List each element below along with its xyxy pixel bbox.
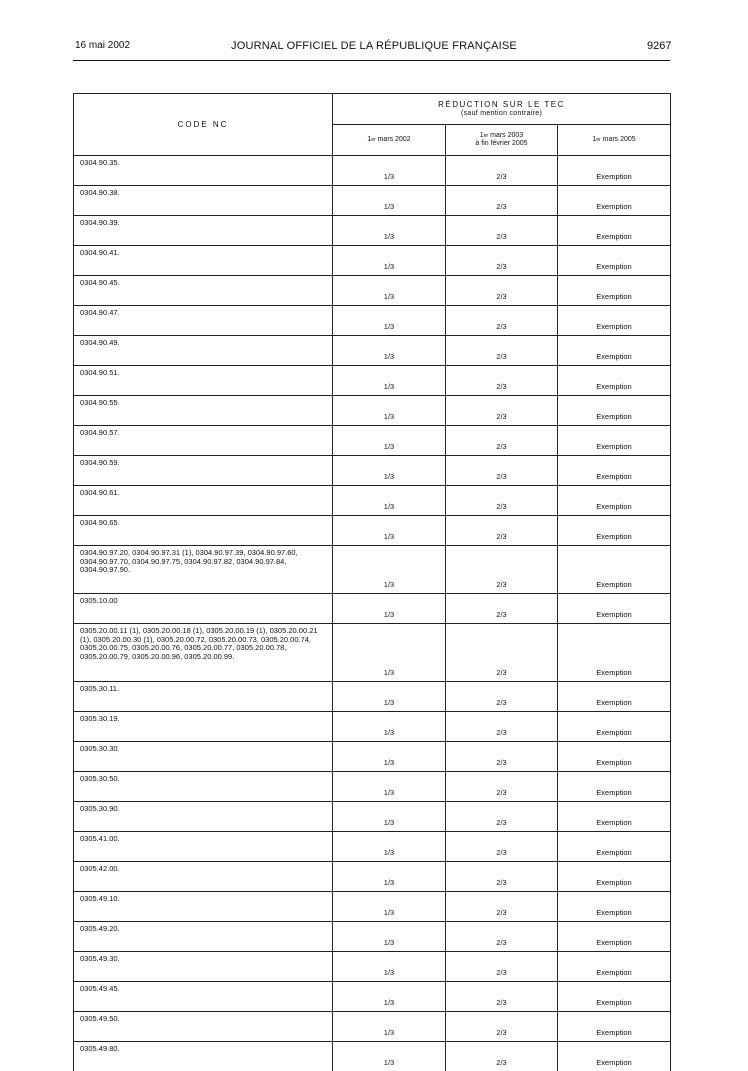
reduction-2002-cell: 1/3 [333, 546, 446, 594]
reduction-2002-cell: 1/3 [333, 832, 446, 862]
reduction-2003-cell: 2/3 [446, 186, 558, 216]
date-col-month: mars 2003 [488, 132, 523, 139]
nc-code-cell: 0305.10.00 [74, 594, 333, 624]
reduction-2002-cell: 1/3 [333, 952, 446, 982]
table-row [74, 186, 671, 216]
table-row [74, 546, 671, 594]
reduction-2005-cell: Exemption [558, 426, 671, 456]
nc-code-cell: 0304.90.39. [74, 216, 333, 246]
reduction-2005-cell: Exemption [558, 336, 671, 366]
table-row [74, 682, 671, 712]
table-body [74, 156, 671, 1071]
nc-code-cell: 0304.90.35. [74, 156, 333, 186]
reduction-2002-cell: 1/3 [333, 802, 446, 832]
table-row [74, 366, 671, 396]
reduction-2003-cell: 2/3 [446, 156, 558, 186]
reduction-2002-cell: 1/3 [333, 396, 446, 426]
table-row [74, 396, 671, 426]
reduction-2003-cell: 2/3 [446, 1012, 558, 1042]
reduction-2003-cell: 2/3 [446, 922, 558, 952]
table-row [74, 802, 671, 832]
reduction-2003-cell: 2/3 [446, 862, 558, 892]
reduction-subtitle: (sauf mention contraire) [333, 109, 670, 118]
nc-code-cell: 0304.90.55. [74, 396, 333, 426]
nc-code-cell: 0304.90.51. [74, 366, 333, 396]
reduction-2005-cell: Exemption [558, 546, 671, 594]
nc-code-cell: 0305.30.30. [74, 742, 333, 772]
reduction-2002-cell: 1/3 [333, 982, 446, 1012]
reduction-header [333, 94, 671, 125]
reduction-2003-cell: 2/3 [446, 742, 558, 772]
reduction-2003-cell: 2/3 [446, 952, 558, 982]
page-number: 9267 [647, 40, 671, 52]
table-row [74, 952, 671, 982]
reduction-2003-cell: 2/3 [446, 682, 558, 712]
table-row [74, 594, 671, 624]
reduction-2003-cell: 2/3 [446, 366, 558, 396]
reduction-2003-cell: 2/3 [446, 396, 558, 426]
nc-code-cell: 0305.20.00.11 (1), 0305.20.00.18 (1), 0305.20.00.19 (1), 0305.20.00.21 (1), 0305.20.00.30 (1), 0305.20.00.72, 0305.20.00.73, 0305.20.00.74, 0305.20.00.75, 0305.20.00.76, 0305.20.00.77, 0305.20.00.78, 0305.20.00.79, 0305.20.00.96, 0305.20.00.99. [74, 624, 333, 682]
tariff-table [73, 93, 671, 1071]
reduction-2005-cell: Exemption [558, 624, 671, 682]
nc-code-cell: 0304.90.59. [74, 456, 333, 486]
table-row [74, 216, 671, 246]
reduction-2005-cell: Exemption [558, 246, 671, 276]
table-row [74, 982, 671, 1012]
reduction-2005-cell: Exemption [558, 1042, 671, 1071]
nc-code-cell: 0304.90.49. [74, 336, 333, 366]
date-col-range: à fin février 2005 [475, 140, 527, 147]
table-row [74, 156, 671, 186]
reduction-2003-cell: 2/3 [446, 1042, 558, 1071]
reduction-2003-cell: 2/3 [446, 516, 558, 546]
date-col-day: 1 [592, 136, 596, 143]
reduction-2002-cell: 1/3 [333, 624, 446, 682]
nc-code-cell: 0304.90.47. [74, 306, 333, 336]
reduction-2002-cell: 1/3 [333, 336, 446, 366]
nc-code-cell: 0304.90.61. [74, 486, 333, 516]
reduction-2002-cell: 1/3 [333, 1012, 446, 1042]
reduction-2003-cell: 2/3 [446, 546, 558, 594]
reduction-2003-cell: 2/3 [446, 832, 558, 862]
reduction-2003-cell: 2/3 [446, 802, 558, 832]
table-row [74, 892, 671, 922]
date-col-month: mars 2002 [376, 136, 411, 143]
reduction-2002-cell: 1/3 [333, 772, 446, 802]
date-col-header [333, 125, 446, 156]
table-row [74, 742, 671, 772]
reduction-2002-cell: 1/3 [333, 682, 446, 712]
reduction-2005-cell: Exemption [558, 922, 671, 952]
reduction-2003-cell: 2/3 [446, 594, 558, 624]
reduction-2005-cell: Exemption [558, 486, 671, 516]
table-header [74, 94, 671, 156]
journal-title: JOURNAL OFFICIEL DE LA RÉPUBLIQUE FRANÇAISE [0, 40, 748, 52]
reduction-2002-cell: 1/3 [333, 366, 446, 396]
reduction-2003-cell: 2/3 [446, 486, 558, 516]
reduction-2002-cell: 1/3 [333, 246, 446, 276]
table-row [74, 712, 671, 742]
reduction-2005-cell: Exemption [558, 516, 671, 546]
nc-code-cell: 0304.90.57. [74, 426, 333, 456]
reduction-2002-cell: 1/3 [333, 922, 446, 952]
reduction-2002-cell: 1/3 [333, 156, 446, 186]
reduction-2003-cell: 2/3 [446, 456, 558, 486]
date-col-header [558, 125, 671, 156]
reduction-2002-cell: 1/3 [333, 712, 446, 742]
reduction-2005-cell: Exemption [558, 892, 671, 922]
nc-code-cell: 0305.49.80. [74, 1042, 333, 1071]
nc-code-cell: 0304.90.65. [74, 516, 333, 546]
reduction-2005-cell: Exemption [558, 396, 671, 426]
table-row [74, 336, 671, 366]
nc-code-cell: 0305.30.11. [74, 682, 333, 712]
reduction-2002-cell: 1/3 [333, 862, 446, 892]
date-col-ordinal: er [371, 137, 375, 143]
table-row [74, 1042, 671, 1071]
nc-code-cell: 0305.49.45. [74, 982, 333, 1012]
reduction-2003-cell: 2/3 [446, 216, 558, 246]
table-row [74, 456, 671, 486]
reduction-2005-cell: Exemption [558, 186, 671, 216]
reduction-2005-cell: Exemption [558, 712, 671, 742]
table-row [74, 1012, 671, 1042]
nc-code-cell: 0304.90.41. [74, 246, 333, 276]
reduction-2002-cell: 1/3 [333, 486, 446, 516]
table-row [74, 772, 671, 802]
nc-code-cell: 0304.90.45. [74, 276, 333, 306]
reduction-2005-cell: Exemption [558, 156, 671, 186]
reduction-2002-cell: 1/3 [333, 594, 446, 624]
reduction-2002-cell: 1/3 [333, 456, 446, 486]
reduction-2005-cell: Exemption [558, 862, 671, 892]
reduction-2005-cell: Exemption [558, 802, 671, 832]
reduction-2005-cell: Exemption [558, 456, 671, 486]
reduction-2003-cell: 2/3 [446, 892, 558, 922]
nc-code-cell: 0304.90.38. [74, 186, 333, 216]
nc-code-cell: 0305.42.00. [74, 862, 333, 892]
reduction-2005-cell: Exemption [558, 276, 671, 306]
nc-code-cell: 0305.49.10. [74, 892, 333, 922]
header-date: 16 mai 2002 [75, 40, 130, 51]
reduction-2003-cell: 2/3 [446, 336, 558, 366]
reduction-2002-cell: 1/3 [333, 892, 446, 922]
table-row [74, 246, 671, 276]
reduction-2005-cell: Exemption [558, 952, 671, 982]
reduction-2002-cell: 1/3 [333, 742, 446, 772]
reduction-2002-cell: 1/3 [333, 1042, 446, 1071]
nc-code-cell: 0304.90.97.20, 0304.90.97.31 (1), 0304.90.97.39, 0304.90.97.60, 0304.90.97.70, 0304.90.97.75, 0304.90.97.82, 0304.90.97.84, 0304.90.97.90. [74, 546, 333, 594]
reduction-2003-cell: 2/3 [446, 712, 558, 742]
reduction-2005-cell: Exemption [558, 366, 671, 396]
date-col-ordinal: er [596, 137, 600, 143]
reduction-2005-cell: Exemption [558, 742, 671, 772]
nc-code-cell: 0305.49.50. [74, 1012, 333, 1042]
table-row [74, 922, 671, 952]
nc-code-cell: 0305.30.19. [74, 712, 333, 742]
reduction-2003-cell: 2/3 [446, 276, 558, 306]
reduction-2005-cell: Exemption [558, 306, 671, 336]
reduction-2002-cell: 1/3 [333, 516, 446, 546]
nc-code-cell: 0305.41.00. [74, 832, 333, 862]
date-col-ordinal: er [484, 133, 488, 139]
code-nc-header: CODE NC [74, 94, 333, 156]
table-row [74, 832, 671, 862]
reduction-2003-cell: 2/3 [446, 246, 558, 276]
nc-code-cell: 0305.30.90. [74, 802, 333, 832]
reduction-2005-cell: Exemption [558, 772, 671, 802]
reduction-2002-cell: 1/3 [333, 306, 446, 336]
reduction-2005-cell: Exemption [558, 832, 671, 862]
nc-code-cell: 0305.49.20. [74, 922, 333, 952]
reduction-2002-cell: 1/3 [333, 276, 446, 306]
reduction-2002-cell: 1/3 [333, 216, 446, 246]
table-row [74, 426, 671, 456]
table-row [74, 306, 671, 336]
reduction-2003-cell: 2/3 [446, 624, 558, 682]
reduction-2003-cell: 2/3 [446, 982, 558, 1012]
date-col-month: mars 2005 [601, 136, 636, 143]
reduction-2002-cell: 1/3 [333, 426, 446, 456]
date-col-header [446, 125, 558, 156]
reduction-2002-cell: 1/3 [333, 186, 446, 216]
reduction-title: RÉDUCTION SUR LE TEC [438, 100, 565, 109]
reduction-2003-cell: 2/3 [446, 306, 558, 336]
reduction-2003-cell: 2/3 [446, 772, 558, 802]
reduction-2005-cell: Exemption [558, 982, 671, 1012]
reduction-2005-cell: Exemption [558, 594, 671, 624]
reduction-2005-cell: Exemption [558, 216, 671, 246]
header-rule [73, 60, 670, 61]
nc-code-cell: 0305.49.30. [74, 952, 333, 982]
table-row [74, 624, 671, 682]
date-col-day: 1 [480, 132, 484, 139]
date-col-day: 1 [367, 136, 371, 143]
table-row [74, 486, 671, 516]
reduction-2003-cell: 2/3 [446, 426, 558, 456]
table-row [74, 862, 671, 892]
nc-code-cell: 0305.30.50. [74, 772, 333, 802]
table-row [74, 516, 671, 546]
reduction-2005-cell: Exemption [558, 1012, 671, 1042]
table-row [74, 276, 671, 306]
reduction-2005-cell: Exemption [558, 682, 671, 712]
